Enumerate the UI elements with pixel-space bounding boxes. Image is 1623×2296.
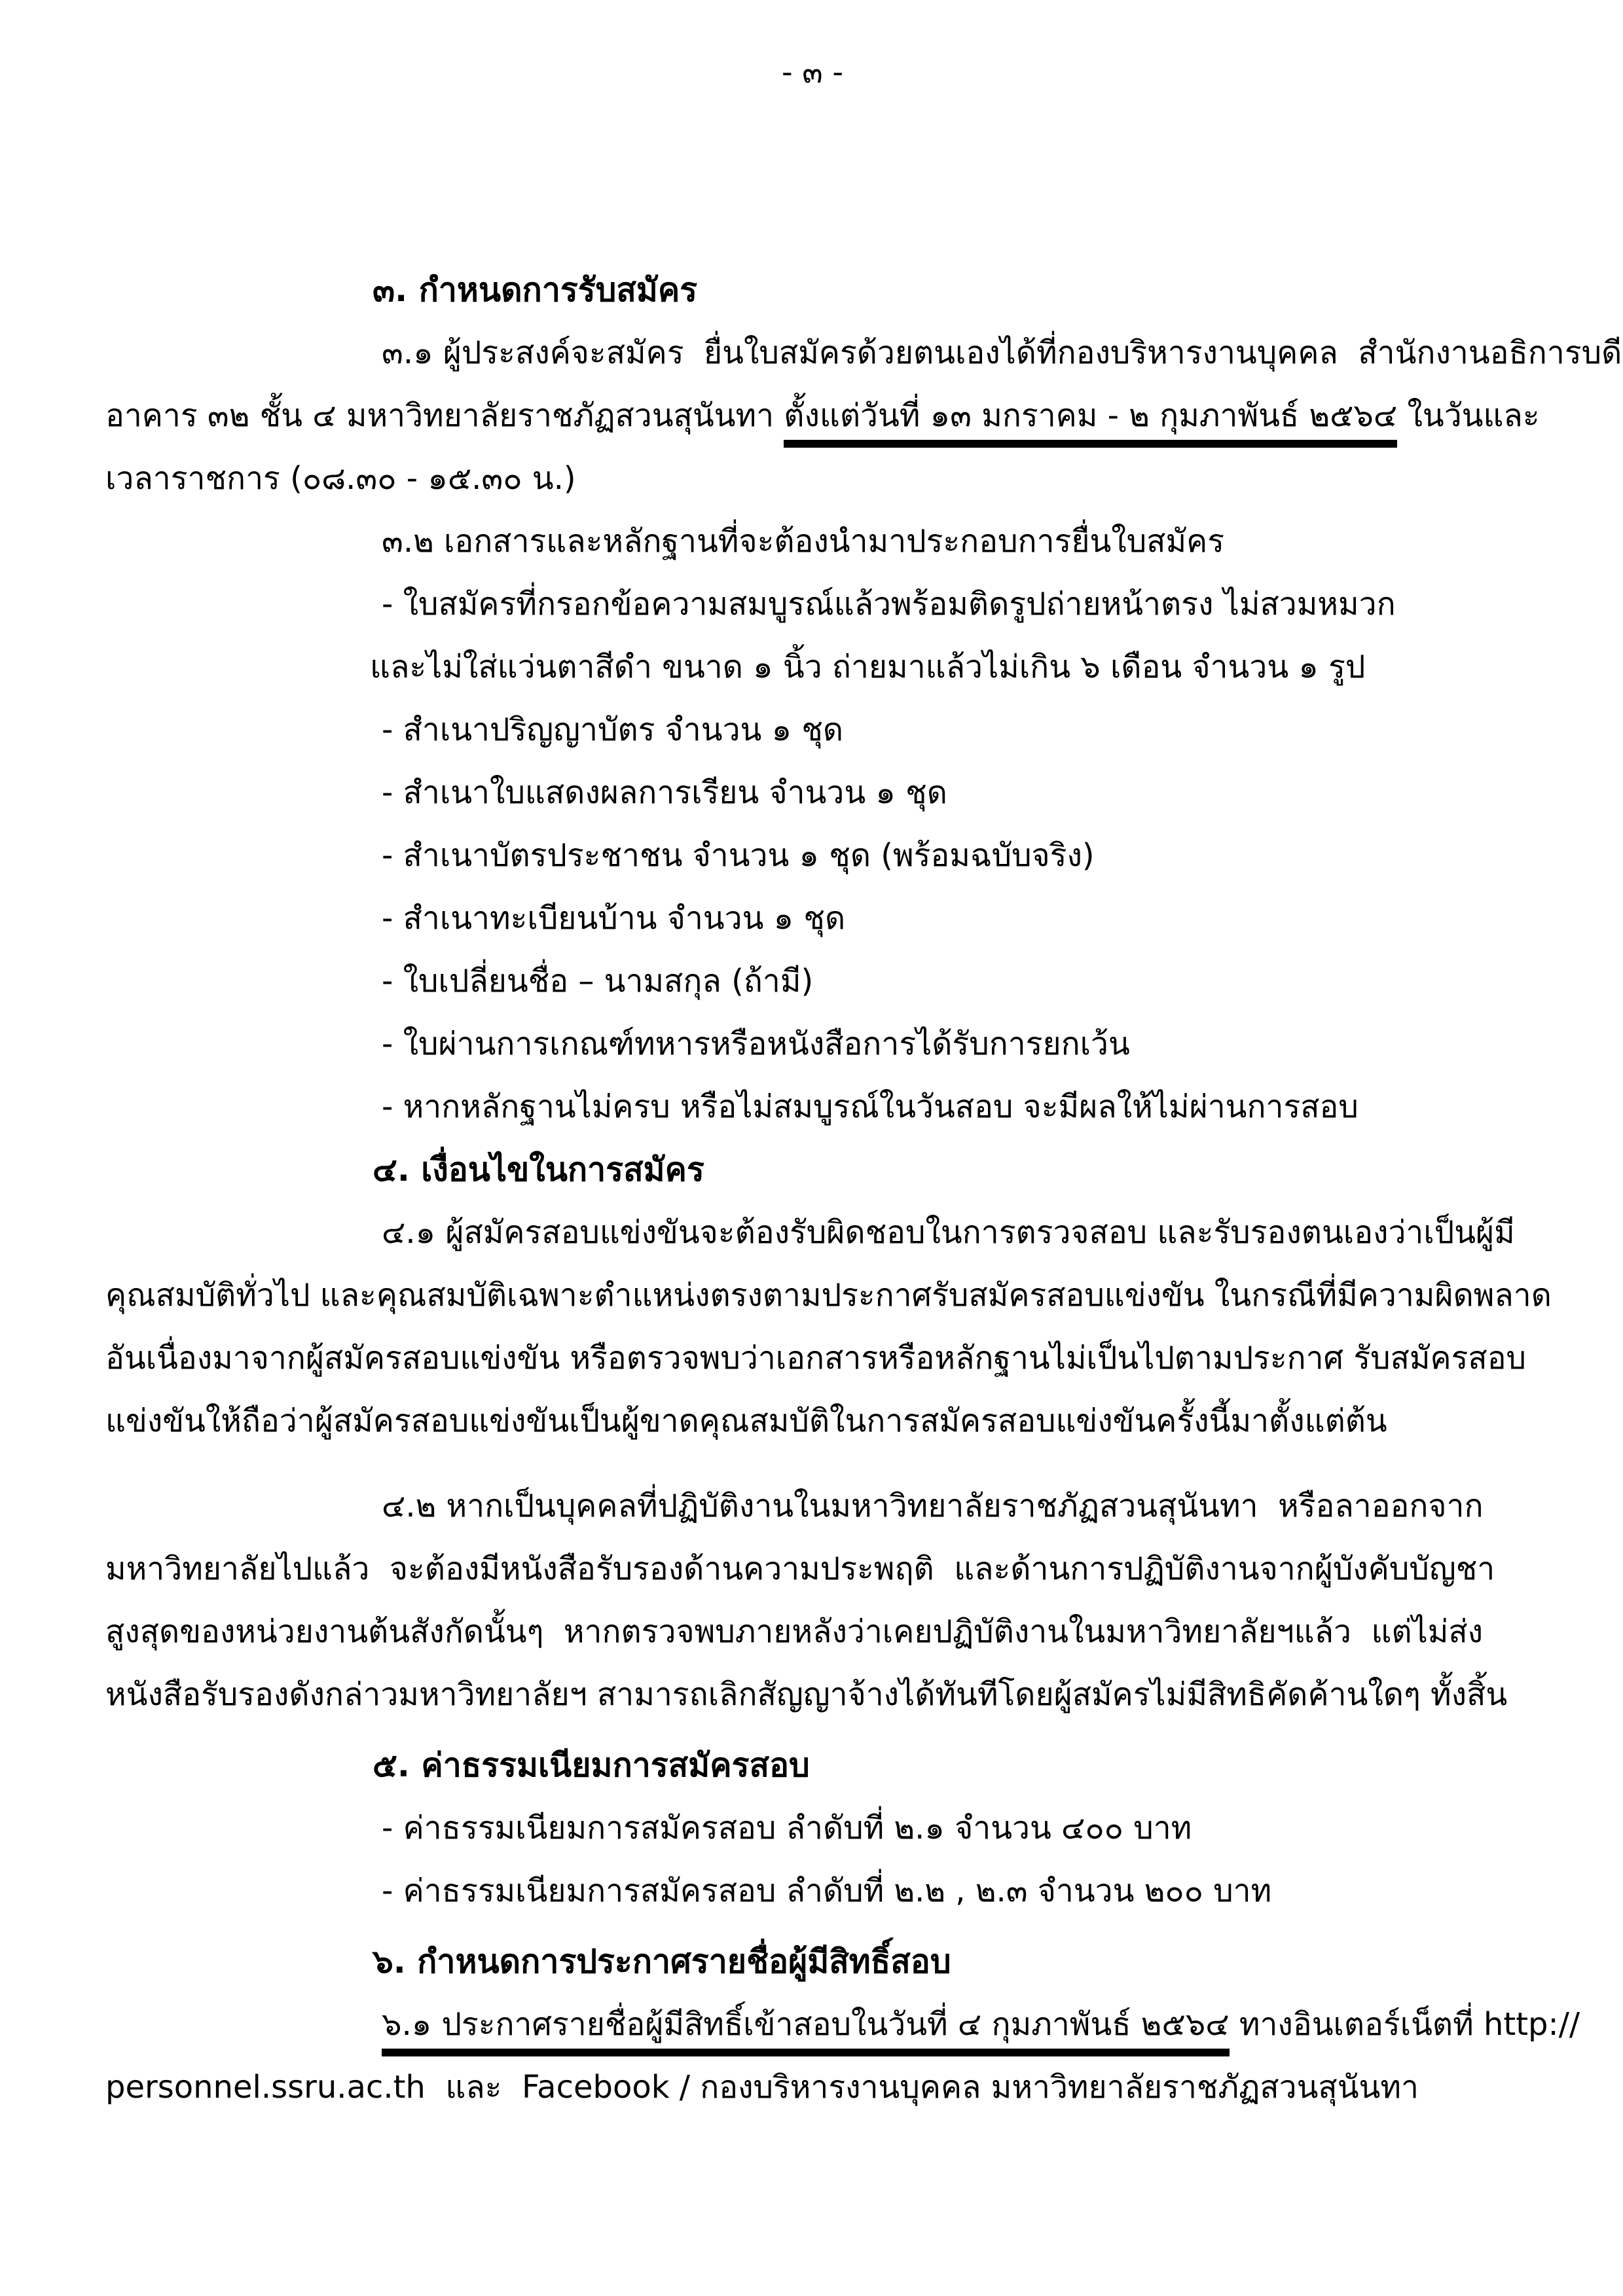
clause-4-2-line-2: มหาวิทยาลัยไปแล้ว จะต้องมีหนังสือรับรองด้านความประพฤติ และด้านการปฏิบัติงานจากผู้บังคับบัญชา <box>105 1551 1495 1587</box>
application-period-underline: ตั้งแต่วันที่ ๑๓ มกราคม - ๒ กุมภาพันธ์ ๒๕๖๔ <box>784 397 1397 448</box>
doc-item-incomplete-warning: - หากหลักฐานไม่ครบ หรือไม่สมบูรณ์ในวันสอบ จะมีผลให้ไม่ผ่านการสอบ <box>382 1088 1359 1125</box>
section-5-heading: ๕. ค่าธรรมเนียมการสมัครสอบ <box>373 1746 810 1784</box>
clause-4-1-line-3: อันเนื่องมาจากผู้สมัครสอบแข่งขัน หรือตรวจพบว่าเอกสารหรือหลักฐานไม่เป็นไปตามประกาศ รับสมัครสอบ <box>105 1340 1527 1376</box>
clause-3-2-line: ๓.๒ เอกสารและหลักฐานที่จะต้องนำมาประกอบการยื่นใบสมัคร <box>382 523 1224 560</box>
fee-item-2-2-2-3: - ค่าธรรมเนียมการสมัครสอบ ลำดับที่ ๒.๒ , ๒.๓ จำนวน ๒๐๐ บาท <box>382 1873 1272 1909</box>
doc-item-application-form: - ใบสมัครที่กรอกข้อความสมบูรณ์แล้วพร้อมติดรูปถ่ายหน้าตรง ไม่สวมหมวก <box>382 586 1396 622</box>
doc-item-photo-continuation: และไม่ใส่แว่นตาสีดำ ขนาด ๑ นิ้ว ถ่ายมาแล้วไม่เกิน ๖ เดือน จำนวน ๑ รูป <box>370 649 1366 685</box>
clause-4-1-line-4: แข่งขันให้ถือว่าผู้สมัครสอบแข่งขันเป็นผู้ขาดคุณสมบัติในการสมัครสอบแข่งขันครั้งนี้มาตั้งแต่ต้น <box>105 1403 1387 1439</box>
clause-4-1-line-2: คุณสมบัติทั่วไป และคุณสมบัติเฉพาะตำแหน่งตรงตามประกาศรับสมัครสอบแข่งขัน ในกรณีที่มีความผิดพลาด <box>105 1277 1552 1314</box>
section-3-heading: ๓. กำหนดการรับสมัคร <box>373 271 698 309</box>
clause-3-1-line-3: เวลาราชการ (๐๘.๓๐ - ๑๕.๓๐ น.) <box>105 460 576 497</box>
clause-4-2-line-4: หนังสือรับรองดังกล่าวมหาวิทยาลัยฯ สามารถเลิกสัญญาจ้างได้ทันทีโดยผู้สมัครไม่มีสิทธิคัดค้านใดๆ ทั้งสิ้น <box>105 1676 1508 1713</box>
doc-item-id-card-copy: - สำเนาบัตรประชาชน จำนวน ๑ ชุด (พร้อมฉบับจริง) <box>382 837 1095 874</box>
fee-item-2-1: - ค่าธรรมเนียมการสมัครสอบ ลำดับที่ ๒.๑ จำนวน ๔๐๐ บาท <box>382 1810 1192 1846</box>
clause-3-1-line-2-pre: อาคาร ๓๒ ชั้น ๔ มหาวิทยาลัยราชภัฏสวนสุนันทา <box>105 397 784 434</box>
doc-item-military-certificate: - ใบผ่านการเกณฑ์ทหารหรือหนังสือการได้รับการยกเว้น <box>382 1026 1130 1062</box>
page-number: - ๓ - <box>782 54 843 90</box>
clause-4-2-line-1: ๔.๒ หากเป็นบุคคลที่ปฏิบัติงานในมหาวิทยาลัยราชภัฏสวนสุนันทา หรือลาออกจาก <box>382 1488 1484 1524</box>
doc-item-transcript-copy: - สำเนาใบแสดงผลการเรียน จำนวน ๑ ชุด <box>382 774 947 811</box>
clause-6-1-line-2: personnel.ssru.ac.th และ Facebook / กองบริหารงานบุคคล มหาวิทยาลัยราชภัฏสวนสุนันทา <box>105 2069 1419 2106</box>
clause-3-1-line-2 <box>105 384 1540 447</box>
clause-6-1-line-1-post: ทางอินเตอร์เน็ตที่ http:// <box>1229 2006 1580 2043</box>
doc-item-degree-copy: - สำเนาปริญญาบัตร จำนวน ๑ ชุด <box>382 711 844 748</box>
doc-item-house-registration-copy: - สำเนาทะเบียนบ้าน จำนวน ๑ ชุด <box>382 900 846 937</box>
doc-item-name-change-certificate: - ใบเปลี่ยนชื่อ – นามสกุล (ถ้ามี) <box>382 963 814 999</box>
announcement-date-underline: ๖.๑ ประกาศรายชื่อผู้มีสิทธิ์เข้าสอบในวันที่ ๔ กุมภาพันธ์ ๒๕๖๔ <box>382 2006 1230 2056</box>
section-6-heading: ๖. กำหนดการประกาศรายชื่อผู้มีสิทธิ์สอบ <box>373 1943 951 1981</box>
clause-3-1-line-2-post: ในวันและ <box>1397 397 1540 434</box>
clause-4-2-line-3: สูงสุดของหน่วยงานต้นสังกัดนั้นๆ หากตรวจพบภายหลังว่าเคยปฏิบัติงานในมหาวิทยาลัยฯแล้ว แต่ไม่ส่ง <box>105 1613 1484 1650</box>
clause-4-1-line-1: ๔.๑ ผู้สมัครสอบแข่งขันจะต้องรับผิดชอบในการตรวจสอบ และรับรองตนเองว่าเป็นผู้มี <box>382 1214 1515 1251</box>
clause-3-1-line-1: ๓.๑ ผู้ประสงค์จะสมัคร ยื่นใบสมัครด้วยตนเองได้ที่กองบริหารงานบุคคล สำนักงานอธิการบดี <box>382 334 1622 371</box>
section-4-heading: ๔. เงื่อนไขในการสมัคร <box>373 1151 704 1189</box>
clause-6-1-line-1 <box>105 1993 1580 2056</box>
